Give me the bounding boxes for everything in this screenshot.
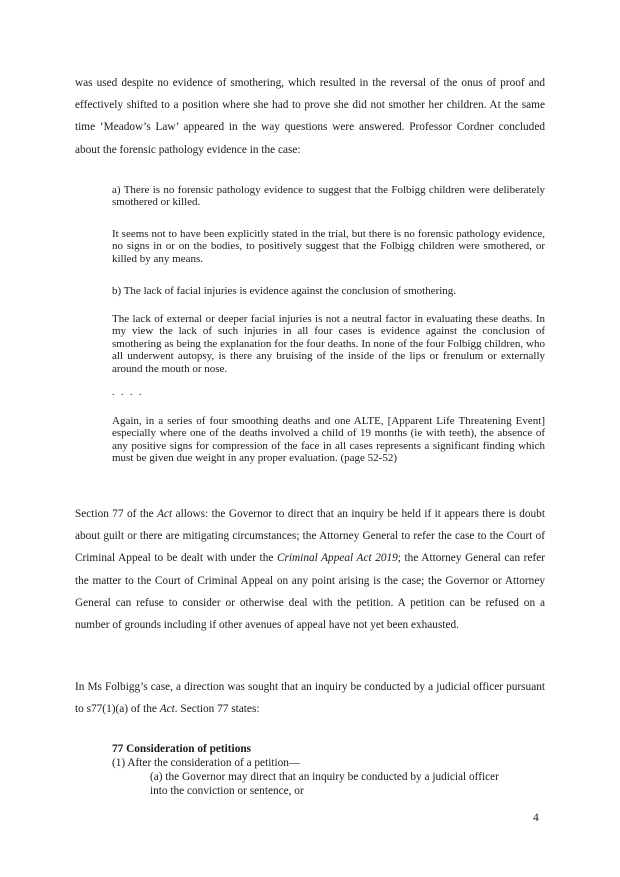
section-77-paragraph xyxy=(75,503,545,636)
statute-subsection-1: (1) After the consideration of a petition— xyxy=(112,757,301,769)
folbigg-text-2: . Section 77 states: xyxy=(174,703,260,716)
folbigg-text-1: In Ms Folbigg’s case, a direction was sought that an inquiry be conducted by a judicial officer pursuant to s77(1)(a) of the xyxy=(75,681,545,716)
intro-paragraph: was used despite no evidence of smothering, which resulted in the reversal of the onus of proof and effectively shifted to a position where she had to prove she did not smother her children. At the same time ‘Meadow’s Law’ appeared in the way questions were answered. Professor Cordner concluded about the forensic pathology evidence in the case: xyxy=(75,77,545,156)
quote-point-b: b) The lack of facial injuries is evidence against the conclusion of smothering. xyxy=(112,285,457,297)
quote-paragraph-facial-injuries: The lack of external or deeper facial injuries is not a neutral factor in evaluating these deaths. In my view the lack of such injuries in all four cases is evidence against the conclusion of smothering as being the explanation for the four deaths. In none of the four Folbigg children, who all underwent autopsy, is there any bruising of the inside of the lips or frenulum or externally around the mouth or nose. xyxy=(112,313,545,375)
folbigg-paragraph xyxy=(75,676,545,720)
statute-subsection-1a-line-2: into the conviction or sentence, or xyxy=(150,785,304,797)
section-77-text-3: ; the Attorney General can refer the matter to the Court of Criminal Appeal on any point arising is the case; the Governor or Attorney General can refuse to consider or otherwise deal with the petition. A petition can be refused on a number of grounds including if other avenues of appeal have not yet been exhausted. xyxy=(75,552,545,632)
act-reference: Act xyxy=(157,508,173,520)
quote-ellipsis: . . . . xyxy=(112,387,144,398)
act-reference-2: Act xyxy=(159,703,175,716)
section-77-text-2: allows: the Governor to direct that an inquiry be held if it appears there is doubt about guilt or there are mitigating circumstances; the Attorney General to refer the case to the Court of Criminal Appeal to be dealt with under the xyxy=(75,508,545,565)
criminal-appeal-act-reference: Criminal Appeal Act 2019 xyxy=(276,552,398,565)
section-77-text-1: Section 77 of the xyxy=(75,508,158,520)
quote-paragraph-alte: Again, in a series of four smoothing deaths and one ALTE, [Apparent Life Threatening Event] especially where one of the deaths involved a child of 19 months (ie with teeth), the absence of any positive signs for compression of the face in all cases represents a significant finding which must be given due weight in any proper evaluation. (page 52-52) xyxy=(112,415,545,465)
statute-heading: 77 Consideration of petitions xyxy=(112,743,252,755)
quote-paragraph-no-evidence: It seems not to have been explicitly stated in the trial, but there is no forensic pathology evidence, no signs in or on the bodies, to positively suggest that the Folbigg children were smothered, or killed by any means. xyxy=(112,228,545,265)
page-number: 4 xyxy=(533,812,539,824)
quote-point-a: a) There is no forensic pathology evidence to suggest that the Folbigg children were deliberately smothered or killed. xyxy=(112,184,545,209)
statute-subsection-1a-line-1: (a) the Governor may direct that an inquiry be conducted by a judicial officer xyxy=(150,771,499,783)
